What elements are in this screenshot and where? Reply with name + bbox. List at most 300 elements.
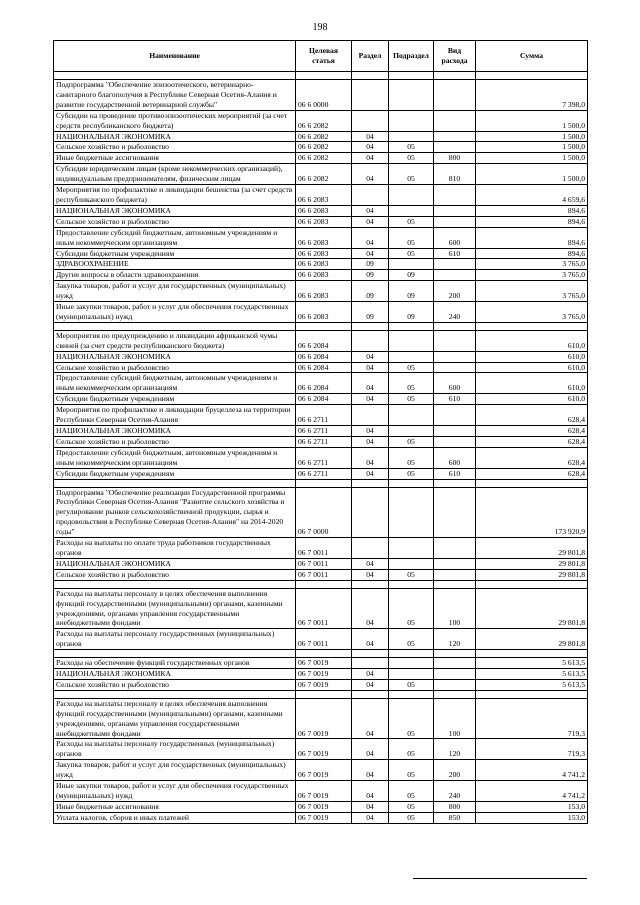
cell-sum: 628,4 [476, 468, 588, 479]
cell-expense-type: 100 [434, 588, 476, 629]
cell-expense-type: 610 [434, 468, 476, 479]
cell-target: 06 7 0019 [296, 812, 352, 823]
cell-section: 04 [352, 142, 389, 153]
spacer-cell [476, 72, 588, 80]
cell-name: Расходы на выплаты по оплате труда работников государственных органов [54, 538, 296, 559]
cell-name: Расходы на выплаты персоналу в целях обеспечения выполнения функций государственными (муниципальными) органами, казенными учреждениями, органами управления государственными внебюджетными фондами [54, 588, 296, 629]
cell-sum: 4 741,2 [476, 781, 588, 802]
cell-subsection [389, 426, 434, 437]
cell-target: 06 7 0019 [296, 739, 352, 760]
cell-subsection [389, 185, 434, 206]
spacer-row [54, 479, 588, 487]
cell-expense-type [434, 569, 476, 580]
cell-expense-type [434, 270, 476, 281]
cell-name: Расходы на обеспечение функций государственных органов [54, 658, 296, 669]
cell-name: Субсидии бюджетным учреждениям [54, 248, 296, 259]
spacer-cell [434, 72, 476, 80]
cell-name: Уплата налогов, сборов и иных платежей [54, 812, 296, 823]
cell-sum: 1 500,0 [476, 142, 588, 153]
spacer-cell [352, 479, 389, 487]
spacer-cell [54, 479, 296, 487]
cell-section [352, 538, 389, 559]
table-row [54, 270, 588, 281]
spacer-cell [476, 690, 588, 698]
cell-expense-type: 810 [434, 164, 476, 185]
spacer-cell [296, 650, 352, 658]
cell-section: 04 [352, 153, 389, 164]
cell-subsection: 05 [389, 436, 434, 447]
cell-sum: 610,0 [476, 351, 588, 362]
cell-expense-type [434, 538, 476, 559]
table-row [54, 394, 588, 405]
cell-section: 04 [352, 447, 389, 468]
table-row [54, 302, 588, 323]
cell-subsection: 05 [389, 569, 434, 580]
cell-section: 04 [352, 629, 389, 650]
cell-expense-type: 200 [434, 281, 476, 302]
cell-sum: 5 613,5 [476, 679, 588, 690]
cell-name: Иные бюджетные ассигнования [54, 801, 296, 812]
cell-target: 06 6 2082 [296, 142, 352, 153]
spacer-row [54, 650, 588, 658]
cell-expense-type [434, 131, 476, 142]
cell-section: 04 [352, 164, 389, 185]
cell-subsection [389, 658, 434, 669]
spacer-cell [352, 580, 389, 588]
cell-subsection: 05 [389, 153, 434, 164]
cell-expense-type [434, 436, 476, 447]
cell-subsection: 05 [389, 781, 434, 802]
cell-sum: 7 398,0 [476, 80, 588, 111]
spacer-row [54, 580, 588, 588]
table-row [54, 588, 588, 629]
cell-expense-type: 200 [434, 760, 476, 781]
cell-sum: 153,0 [476, 801, 588, 812]
cell-sum: 29 801,8 [476, 629, 588, 650]
cell-section: 04 [352, 248, 389, 259]
cell-section: 04 [352, 373, 389, 394]
spacer-cell [296, 690, 352, 698]
table-row [54, 569, 588, 580]
cell-target: 06 6 2084 [296, 373, 352, 394]
table-row [54, 142, 588, 153]
cell-expense-type: 610 [434, 394, 476, 405]
cell-subsection [389, 538, 434, 559]
cell-section: 04 [352, 558, 389, 569]
table-row [54, 679, 588, 690]
cell-subsection [389, 558, 434, 569]
cell-name: Субсидии бюджетным учреждениям [54, 394, 296, 405]
cell-target: 06 6 2083 [296, 281, 352, 302]
cell-sum: 3 765,0 [476, 259, 588, 270]
cell-section: 04 [352, 781, 389, 802]
cell-sum: 628,4 [476, 447, 588, 468]
cell-sum: 29 801,8 [476, 538, 588, 559]
cell-target: 06 7 0019 [296, 760, 352, 781]
cell-expense-type [434, 205, 476, 216]
cell-sum: 4 741,2 [476, 760, 588, 781]
cell-subsection [389, 330, 434, 351]
cell-target: 06 6 2084 [296, 362, 352, 373]
cell-target: 06 7 0019 [296, 698, 352, 739]
cell-sum: 610,0 [476, 330, 588, 351]
spacer-cell [389, 479, 434, 487]
spacer-cell [54, 690, 296, 698]
cell-target: 06 6 2711 [296, 447, 352, 468]
cell-subsection: 05 [389, 142, 434, 153]
cell-section: 04 [352, 216, 389, 227]
cell-target: 06 6 2083 [296, 205, 352, 216]
budget-table [53, 40, 588, 824]
cell-section: 04 [352, 468, 389, 479]
cell-subsection [389, 131, 434, 142]
spacer-cell [476, 650, 588, 658]
spacer-cell [352, 322, 389, 330]
cell-expense-type [434, 351, 476, 362]
cell-target: 06 6 2082 [296, 110, 352, 131]
cell-target: 06 6 2084 [296, 351, 352, 362]
table-row [54, 259, 588, 270]
table-row [54, 351, 588, 362]
cell-subsection: 05 [389, 164, 434, 185]
table-row [54, 538, 588, 559]
spacer-cell [296, 72, 352, 80]
cell-sum: 173 920,9 [476, 487, 588, 538]
cell-target: 06 7 0019 [296, 679, 352, 690]
header-expense-type: Вид расхода [434, 41, 476, 72]
cell-expense-type [434, 185, 476, 206]
cell-sum: 5 613,5 [476, 669, 588, 680]
cell-target: 06 7 0019 [296, 669, 352, 680]
cell-expense-type: 600 [434, 373, 476, 394]
table-header-row [54, 41, 588, 72]
cell-section: 04 [352, 698, 389, 739]
cell-name: Мероприятия по профилактике и ликвидации бруцеллеза на территории Республики Северная Осетия-Алания [54, 405, 296, 426]
cell-subsection: 05 [389, 248, 434, 259]
spacer-cell [389, 650, 434, 658]
cell-sum: 1 500,0 [476, 164, 588, 185]
cell-subsection: 05 [389, 679, 434, 690]
cell-name: Мероприятия по профилактике и ликвидации бешенства (за счет средств республиканского бюджета) [54, 185, 296, 206]
cell-section: 09 [352, 302, 389, 323]
cell-target: 06 6 2083 [296, 270, 352, 281]
table-row [54, 281, 588, 302]
cell-name: Субсидии бюджетным учреждениям [54, 468, 296, 479]
cell-subsection [389, 205, 434, 216]
cell-sum: 719,3 [476, 698, 588, 739]
cell-subsection [389, 259, 434, 270]
table-row [54, 426, 588, 437]
cell-subsection: 05 [389, 698, 434, 739]
footer-rule [413, 878, 587, 879]
cell-subsection: 09 [389, 270, 434, 281]
cell-target: 06 6 2083 [296, 227, 352, 248]
cell-subsection [389, 351, 434, 362]
cell-sum: 3 765,0 [476, 270, 588, 281]
cell-section [352, 405, 389, 426]
cell-subsection: 05 [389, 227, 434, 248]
table-row [54, 185, 588, 206]
cell-section [352, 330, 389, 351]
header-target: Целевая статья [296, 41, 352, 72]
cell-expense-type [434, 259, 476, 270]
cell-name: НАЦИОНАЛЬНАЯ ЭКОНОМИКА [54, 351, 296, 362]
cell-subsection: 05 [389, 394, 434, 405]
spacer-cell [434, 580, 476, 588]
table-row [54, 669, 588, 680]
cell-section: 04 [352, 801, 389, 812]
table-row [54, 468, 588, 479]
cell-expense-type [434, 405, 476, 426]
cell-sum: 153,0 [476, 812, 588, 823]
spacer-row [54, 72, 588, 80]
cell-sum: 29 801,8 [476, 569, 588, 580]
table-row [54, 205, 588, 216]
cell-name: Иные бюджетные ассигнования [54, 153, 296, 164]
cell-expense-type [434, 487, 476, 538]
spacer-cell [389, 690, 434, 698]
cell-section: 04 [352, 569, 389, 580]
cell-name: Подпрограмма "Обеспечение реализации Государственной программы Республики Северная Осетия-Алания "Развитие сельского хозяйства и регулирование рынков сельскохозяйственной продукции, сырья и продовольствия в Республике Северная Осетия-Алания" на 2014-2020 годы" [54, 487, 296, 538]
cell-name: НАЦИОНАЛЬНАЯ ЭКОНОМИКА [54, 205, 296, 216]
spacer-cell [296, 479, 352, 487]
cell-sum: 1 500,0 [476, 153, 588, 164]
table-row [54, 131, 588, 142]
cell-target: 06 7 0011 [296, 588, 352, 629]
cell-section: 04 [352, 812, 389, 823]
cell-section: 04 [352, 394, 389, 405]
cell-expense-type [434, 362, 476, 373]
cell-expense-type [434, 658, 476, 669]
table-row [54, 110, 588, 131]
cell-section: 04 [352, 227, 389, 248]
cell-section: 04 [352, 669, 389, 680]
cell-expense-type: 240 [434, 302, 476, 323]
table-row [54, 801, 588, 812]
spacer-cell [296, 322, 352, 330]
cell-expense-type [434, 669, 476, 680]
cell-expense-type [434, 558, 476, 569]
spacer-cell [389, 580, 434, 588]
cell-name: Подпрограмма "Обеспечение эпизоотического, ветеринарно-санитарного благополучия в Республике Северная Осетия-Алания и развитие государственной ветеринарной службы" [54, 80, 296, 111]
cell-subsection: 05 [389, 801, 434, 812]
cell-section: 04 [352, 351, 389, 362]
cell-section: 04 [352, 205, 389, 216]
cell-name: Предоставление субсидий бюджетным, автономным учреждениям и иным некоммерческим организациям [54, 227, 296, 248]
spacer-cell [296, 580, 352, 588]
cell-sum: 29 801,8 [476, 588, 588, 629]
cell-target: 06 6 2082 [296, 153, 352, 164]
cell-section [352, 658, 389, 669]
cell-sum: 894,6 [476, 205, 588, 216]
cell-target: 06 6 2083 [296, 185, 352, 206]
table-body [54, 72, 588, 824]
cell-target: 06 6 2083 [296, 302, 352, 323]
spacer-cell [434, 690, 476, 698]
cell-target: 06 7 0011 [296, 558, 352, 569]
spacer-cell [434, 479, 476, 487]
cell-subsection: 09 [389, 281, 434, 302]
cell-section: 09 [352, 259, 389, 270]
cell-sum: 3 765,0 [476, 281, 588, 302]
spacer-cell [54, 322, 296, 330]
table-row [54, 330, 588, 351]
cell-expense-type: 600 [434, 447, 476, 468]
cell-name: Иные закупки товаров, работ и услуг для обеспечения государственных (муниципальных) нужд [54, 781, 296, 802]
cell-section [352, 80, 389, 111]
cell-target: 06 7 0011 [296, 629, 352, 650]
cell-target: 06 6 2711 [296, 468, 352, 479]
cell-target: 06 7 0019 [296, 781, 352, 802]
table-row [54, 812, 588, 823]
spacer-cell [389, 322, 434, 330]
cell-target: 06 6 2083 [296, 248, 352, 259]
cell-target: 06 7 0000 [296, 487, 352, 538]
cell-section: 04 [352, 679, 389, 690]
cell-name: Сельское хозяйство и рыболовство [54, 142, 296, 153]
cell-subsection: 05 [389, 739, 434, 760]
table-row [54, 447, 588, 468]
cell-expense-type: 120 [434, 629, 476, 650]
cell-name: НАЦИОНАЛЬНАЯ ЭКОНОМИКА [54, 426, 296, 437]
table-row [54, 164, 588, 185]
cell-section: 04 [352, 739, 389, 760]
cell-name: НАЦИОНАЛЬНАЯ ЭКОНОМИКА [54, 131, 296, 142]
spacer-cell [434, 322, 476, 330]
cell-expense-type [434, 216, 476, 227]
cell-name: Субсидии на проведение противоэпизоотических мероприятий (за счет средств республиканского бюджета) [54, 110, 296, 131]
table-row [54, 558, 588, 569]
cell-sum: 628,4 [476, 436, 588, 447]
cell-expense-type: 800 [434, 801, 476, 812]
table-row [54, 80, 588, 111]
cell-subsection: 05 [389, 629, 434, 650]
cell-name: НАЦИОНАЛЬНАЯ ЭКОНОМИКА [54, 558, 296, 569]
cell-subsection: 05 [389, 812, 434, 823]
cell-section: 04 [352, 131, 389, 142]
spacer-cell [352, 690, 389, 698]
cell-subsection: 05 [389, 216, 434, 227]
spacer-cell [476, 479, 588, 487]
cell-target: 06 6 2083 [296, 259, 352, 270]
cell-name: Закупка товаров, работ и услуг для государственных (муниципальных) нужд [54, 281, 296, 302]
cell-subsection [389, 110, 434, 131]
cell-section: 04 [352, 426, 389, 437]
cell-name: Другие вопросы в области здравоохранения [54, 270, 296, 281]
table-row [54, 216, 588, 227]
table-row [54, 658, 588, 669]
cell-section: 04 [352, 588, 389, 629]
cell-name: Предоставление субсидий бюджетным, автономным учреждениям и иным некоммерческим организациям [54, 447, 296, 468]
spacer-cell [476, 322, 588, 330]
cell-sum: 1 500,0 [476, 110, 588, 131]
cell-section: 09 [352, 270, 389, 281]
cell-name: ЗДРАВООХРАНЕНИЕ [54, 259, 296, 270]
spacer-row [54, 690, 588, 698]
cell-section: 04 [352, 362, 389, 373]
cell-sum: 719,3 [476, 739, 588, 760]
cell-subsection: 05 [389, 447, 434, 468]
table-row [54, 227, 588, 248]
cell-sum: 610,0 [476, 362, 588, 373]
spacer-cell [476, 580, 588, 588]
cell-target: 06 6 2084 [296, 394, 352, 405]
cell-name: Сельское хозяйство и рыболовство [54, 679, 296, 690]
cell-target: 06 7 0011 [296, 538, 352, 559]
cell-target: 06 6 2711 [296, 426, 352, 437]
cell-sum: 628,4 [476, 405, 588, 426]
cell-section: 04 [352, 760, 389, 781]
cell-name: Сельское хозяйство и рыболовство [54, 362, 296, 373]
spacer-cell [54, 580, 296, 588]
cell-name: Закупка товаров, работ и услуг для государственных (муниципальных) нужд [54, 760, 296, 781]
table-row [54, 373, 588, 394]
cell-target: 06 6 2711 [296, 436, 352, 447]
table-row [54, 629, 588, 650]
cell-expense-type [434, 679, 476, 690]
spacer-cell [54, 650, 296, 658]
spacer-cell [352, 650, 389, 658]
table-row [54, 487, 588, 538]
header-subsection: Подраздел [389, 41, 434, 72]
cell-name: Иные закупки товаров, работ и услуг для обеспечения государственных (муниципальных) нужд [54, 302, 296, 323]
spacer-cell [434, 650, 476, 658]
cell-expense-type: 240 [434, 781, 476, 802]
cell-subsection: 05 [389, 468, 434, 479]
table-row [54, 405, 588, 426]
spacer-row [54, 322, 588, 330]
table-row [54, 739, 588, 760]
cell-target: 06 6 2084 [296, 330, 352, 351]
cell-name: Расходы на выплаты персоналу в целях обеспечения выполнения функций государственными (муниципальными) органами, казенными учреждениями, органами управления государственными внебюджетными фондами [54, 698, 296, 739]
cell-subsection: 05 [389, 362, 434, 373]
cell-section [352, 487, 389, 538]
cell-sum: 894,6 [476, 227, 588, 248]
table-row [54, 698, 588, 739]
table-row [54, 362, 588, 373]
spacer-cell [389, 72, 434, 80]
cell-expense-type: 600 [434, 227, 476, 248]
cell-subsection: 09 [389, 302, 434, 323]
cell-sum: 628,4 [476, 426, 588, 437]
cell-expense-type [434, 110, 476, 131]
cell-target: 06 6 2082 [296, 164, 352, 185]
cell-name: Расходы на выплаты персоналу государственных (муниципальных) органов [54, 629, 296, 650]
cell-sum: 4 659,6 [476, 185, 588, 206]
cell-target: 06 6 2083 [296, 216, 352, 227]
cell-target: 06 7 0019 [296, 658, 352, 669]
cell-subsection: 05 [389, 760, 434, 781]
cell-name: НАЦИОНАЛЬНАЯ ЭКОНОМИКА [54, 669, 296, 680]
cell-expense-type [434, 142, 476, 153]
cell-sum: 894,6 [476, 248, 588, 259]
cell-target: 06 6 2082 [296, 131, 352, 142]
cell-subsection [389, 669, 434, 680]
cell-subsection [389, 487, 434, 538]
cell-section: 04 [352, 436, 389, 447]
cell-expense-type [434, 80, 476, 111]
table-row [54, 153, 588, 164]
page-number: 198 [312, 22, 328, 33]
cell-name: Субсидии юридическим лицам (кроме некоммерческих организаций), индивидуальным предпринимателям, физическим лицам [54, 164, 296, 185]
cell-expense-type: 120 [434, 739, 476, 760]
spacer-cell [54, 72, 296, 80]
cell-name: Расходы на выплаты персоналу государственных (муниципальных) органов [54, 739, 296, 760]
cell-target: 06 6 2711 [296, 405, 352, 426]
cell-sum: 610,0 [476, 373, 588, 394]
cell-section [352, 185, 389, 206]
cell-section [352, 110, 389, 131]
